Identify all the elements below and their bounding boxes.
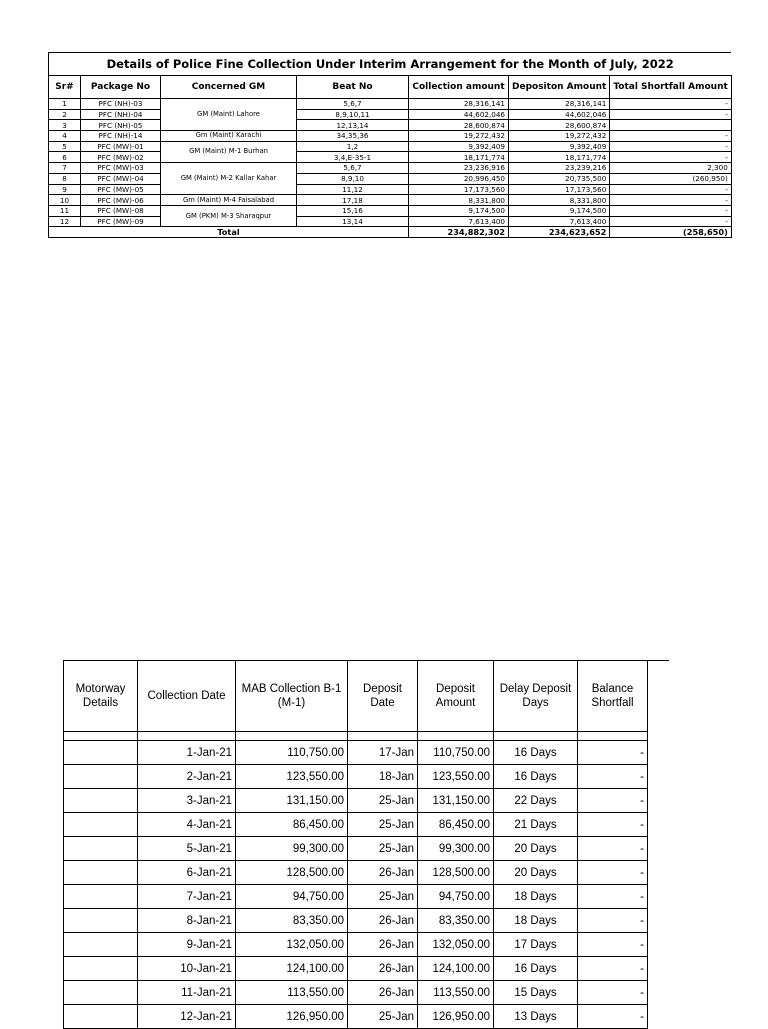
deposit-date-cell: 26-Jan [348,909,418,933]
deposit-date-cell: 25-Jan [348,885,418,909]
package-cell: PFC (MW)-04 [81,173,161,184]
balance-cell: - [578,789,648,813]
balance-cell: - [578,885,648,909]
table-row [49,99,732,110]
table-row [64,861,648,885]
table-row [49,131,732,142]
collection-cell: 23,236,916 [409,163,509,174]
deposit-amount-cell: 86,450.00 [418,813,494,837]
package-cell: PFC (MW)-08 [81,205,161,216]
balance-cell: - [578,861,648,885]
delay-cell: 18 Days [494,885,578,909]
beat-cell: 15,16 [297,205,409,216]
collection-date-cell: 8-Jan-21 [138,909,236,933]
total-collection: 234,882,302 [409,227,509,238]
table-row [64,885,648,909]
collection-cell: 28,316,141 [409,99,509,110]
deposit-date-cell: 26-Jan [348,957,418,981]
beat-cell: 13,14 [297,216,409,227]
package-cell: PFC (NH)-14 [81,131,161,142]
deposit-amount-cell: 113,550.00 [418,981,494,1005]
package-cell: PFC (MW)-02 [81,152,161,163]
deposit-delay-table-container [63,660,648,1029]
shortfall-cell: - [610,131,732,142]
shortfall-cell: - [610,205,732,216]
deposit-date-cell: 26-Jan [348,981,418,1005]
sr-cell: 8 [49,173,81,184]
mab-cell: 94,750.00 [236,885,348,909]
table-row [64,813,648,837]
collection-cell: 19,272,432 [409,131,509,142]
beat-cell: 11,12 [297,184,409,195]
sr-cell: 2 [49,109,81,120]
table-row [64,981,648,1005]
delay-cell: 20 Days [494,837,578,861]
deposit-date-cell: 25-Jan [348,837,418,861]
beat-cell: 8,9,10 [297,173,409,184]
table-row [49,152,732,163]
table-row [49,216,732,227]
sr-cell: 1 [49,99,81,110]
collection-cell: 7,613,400 [409,216,509,227]
collection-date-cell: 1-Jan-21 [138,741,236,765]
delay-cell: 15 Days [494,981,578,1005]
delay-cell: 16 Days [494,957,578,981]
balance-cell: - [578,957,648,981]
table-row [49,120,732,131]
deposit-cell: 44,602,046 [509,109,610,120]
collection-date-cell: 3-Jan-21 [138,789,236,813]
header-sr: Sr# [49,76,81,99]
header-balance-shortfall: Balance Shortfall [578,661,648,732]
deposit-date-cell: 17-Jan [348,741,418,765]
deposit-date-cell: 26-Jan [348,861,418,885]
motorway-cell [64,789,138,813]
deposit-amount-cell: 131,150.00 [418,789,494,813]
sr-cell: 3 [49,120,81,131]
table-row [49,109,732,120]
sr-cell: 12 [49,216,81,227]
package-cell: PFC (MW)-09 [81,216,161,227]
mab-cell: 113,550.00 [236,981,348,1005]
collection-cell: 28,600,874 [409,120,509,131]
collection-cell: 17,173,560 [409,184,509,195]
deposit-amount-cell: 126,950.00 [418,1005,494,1029]
mab-cell: 110,750.00 [236,741,348,765]
motorway-cell [64,909,138,933]
motorway-cell [64,933,138,957]
mab-cell: 86,450.00 [236,813,348,837]
deposit-cell: 20,735,500 [509,173,610,184]
sr-cell: 7 [49,163,81,174]
delay-cell: 17 Days [494,933,578,957]
police-fine-collection-table [48,52,732,238]
mab-cell: 83,350.00 [236,909,348,933]
header-beat-no: Beat No [297,76,409,99]
deposit-cell: 28,316,141 [509,99,610,110]
collection-date-cell: 2-Jan-21 [138,765,236,789]
deposit-cell: 17,173,560 [509,184,610,195]
table-row [49,184,732,195]
header-total-shortfall: Total Shortfall Amount [610,76,732,99]
deposit-date-cell: 26-Jan [348,933,418,957]
table-row [49,173,732,184]
balance-cell: - [578,933,648,957]
beat-cell: 5,6,7 [297,99,409,110]
sr-cell: 11 [49,205,81,216]
collection-cell: 9,392,409 [409,141,509,152]
sr-cell: 6 [49,152,81,163]
deposit-cell: 8,331,800 [509,195,610,206]
table-row [64,1005,648,1029]
table-header-row [64,661,648,732]
deposit-amount-cell: 132,050.00 [418,933,494,957]
beat-cell: 5,6,7 [297,163,409,174]
header-concerned-gm: Concerned GM [161,76,297,99]
package-cell: PFC (MW)-01 [81,141,161,152]
beat-cell: 8,9,10,11 [297,109,409,120]
header-collection-amount: Collection amount [409,76,509,99]
table-row [64,909,648,933]
motorway-cell [64,837,138,861]
table-row [64,789,648,813]
gm-cell: Gm (Maint) M-4 Faisalabad [161,195,297,206]
deposit-amount-cell: 123,550.00 [418,765,494,789]
balance-cell: - [578,813,648,837]
sr-cell: 4 [49,131,81,142]
shortfall-cell: - [610,109,732,120]
table-row [64,957,648,981]
collection-date-cell: 11-Jan-21 [138,981,236,1005]
table-header-row [49,76,732,99]
package-cell: PFC (NH)-03 [81,99,161,110]
deposit-cell: 7,613,400 [509,216,610,227]
deposit-cell: 18,171,774 [509,152,610,163]
balance-cell: - [578,765,648,789]
collection-cell: 18,171,774 [409,152,509,163]
header-deposit-amount: Depositon Amount [509,76,610,99]
package-cell: PFC (MW)-05 [81,184,161,195]
collection-date-cell: 12-Jan-21 [138,1005,236,1029]
delay-cell: 16 Days [494,765,578,789]
header-package-no: Package No [81,76,161,99]
deposit-amount-cell: 124,100.00 [418,957,494,981]
deposit-date-cell: 18-Jan [348,765,418,789]
shortfall-cell: - [610,152,732,163]
motorway-cell [64,741,138,765]
table-row [64,933,648,957]
shortfall-cell: (260,950) [610,173,732,184]
sr-cell: 5 [49,141,81,152]
police-fine-table-container [48,52,732,238]
header-collection-date: Collection Date [138,661,236,732]
table-row [49,141,732,152]
table-title-row [49,53,732,76]
table-title: Details of Police Fine Collection Under Interim Arrangement for the Month of July, 2022 [49,53,732,76]
balance-cell: - [578,909,648,933]
shortfall-cell [610,120,732,131]
delay-cell: 22 Days [494,789,578,813]
header-deposit-amount: Deposit Amount [418,661,494,732]
collection-date-cell: 6-Jan-21 [138,861,236,885]
deposit-amount-cell: 128,500.00 [418,861,494,885]
deposit-cell: 19,272,432 [509,131,610,142]
table-row [49,163,732,174]
shortfall-cell: - [610,184,732,195]
beat-cell: 1,2 [297,141,409,152]
deposit-date-cell: 25-Jan [348,1005,418,1029]
deposit-cell: 9,392,409 [509,141,610,152]
mab-cell: 124,100.00 [236,957,348,981]
sr-cell: 9 [49,184,81,195]
shortfall-cell: - [610,99,732,110]
total-row [49,227,732,238]
collection-date-cell: 4-Jan-21 [138,813,236,837]
delay-cell: 16 Days [494,741,578,765]
total-shortfall: (258,650) [610,227,732,238]
balance-cell: - [578,837,648,861]
balance-cell: - [578,1005,648,1029]
spacer-row [64,732,648,741]
total-deposit: 234,623,652 [509,227,610,238]
motorway-cell [64,885,138,909]
shortfall-cell: - [610,216,732,227]
mab-cell: 123,550.00 [236,765,348,789]
shortfall-cell: - [610,195,732,206]
collection-date-cell: 9-Jan-21 [138,933,236,957]
table-row [64,741,648,765]
deposit-cell: 28,600,874 [509,120,610,131]
motorway-cell [64,957,138,981]
package-cell: PFC (NH)-04 [81,109,161,120]
collection-date-cell: 10-Jan-21 [138,957,236,981]
mab-cell: 128,500.00 [236,861,348,885]
mab-cell: 131,150.00 [236,789,348,813]
collection-cell: 20,996,450 [409,173,509,184]
package-cell: PFC (MW)-06 [81,195,161,206]
delay-cell: 18 Days [494,909,578,933]
header-motorway-details: Motorway Details [64,661,138,732]
sr-cell: 10 [49,195,81,206]
motorway-cell [64,981,138,1005]
header-delay-days: Delay Deposit Days [494,661,578,732]
collection-date-cell: 5-Jan-21 [138,837,236,861]
header-deposit-date: Deposit Date [348,661,418,732]
gm-cell: GM (Maint) M-2 Kallar Kahar [161,163,297,195]
delay-cell: 20 Days [494,861,578,885]
collection-cell: 44,602,046 [409,109,509,120]
deposit-amount-cell: 83,350.00 [418,909,494,933]
gm-cell: GM (PKM) M-3 Sharaqpur [161,205,297,226]
deposit-date-cell: 25-Jan [348,813,418,837]
motorway-cell [64,861,138,885]
header-mab-collection: MAB Collection B-1 (M-1) [236,661,348,732]
table-row [49,205,732,216]
mab-cell: 132,050.00 [236,933,348,957]
beat-cell: 3,4,E-35-1 [297,152,409,163]
gm-cell: GM (Maint) Lahore [161,99,297,131]
table-row [49,195,732,206]
collection-cell: 8,331,800 [409,195,509,206]
deposit-cell: 23,239,216 [509,163,610,174]
table-row [64,765,648,789]
motorway-cell [64,813,138,837]
collection-date-cell: 7-Jan-21 [138,885,236,909]
mab-cell: 99,300.00 [236,837,348,861]
deposit-cell: 9,174,500 [509,205,610,216]
table-row [64,837,648,861]
balance-cell: - [578,741,648,765]
beat-cell: 17,18 [297,195,409,206]
total-label: Total [49,227,409,238]
gm-cell: GM (Maint) M-1 Burhan [161,141,297,162]
package-cell: PFC (MW)-03 [81,163,161,174]
mab-cell: 126,950.00 [236,1005,348,1029]
beat-cell: 34,35,36 [297,131,409,142]
deposit-amount-cell: 110,750.00 [418,741,494,765]
collection-cell: 9,174,500 [409,205,509,216]
balance-cell: - [578,981,648,1005]
motorway-cell [64,1005,138,1029]
beat-cell: 12,13,14 [297,120,409,131]
delay-cell: 13 Days [494,1005,578,1029]
motorway-cell [64,765,138,789]
shortfall-cell: 2,300 [610,163,732,174]
deposit-amount-cell: 94,750.00 [418,885,494,909]
deposit-delay-table [63,660,648,1029]
deposit-amount-cell: 99,300.00 [418,837,494,861]
shortfall-cell: - [610,141,732,152]
deposit-date-cell: 25-Jan [348,789,418,813]
delay-cell: 21 Days [494,813,578,837]
gm-cell: Gm (Maint) Karachi [161,131,297,142]
package-cell: PFC (NH)-05 [81,120,161,131]
